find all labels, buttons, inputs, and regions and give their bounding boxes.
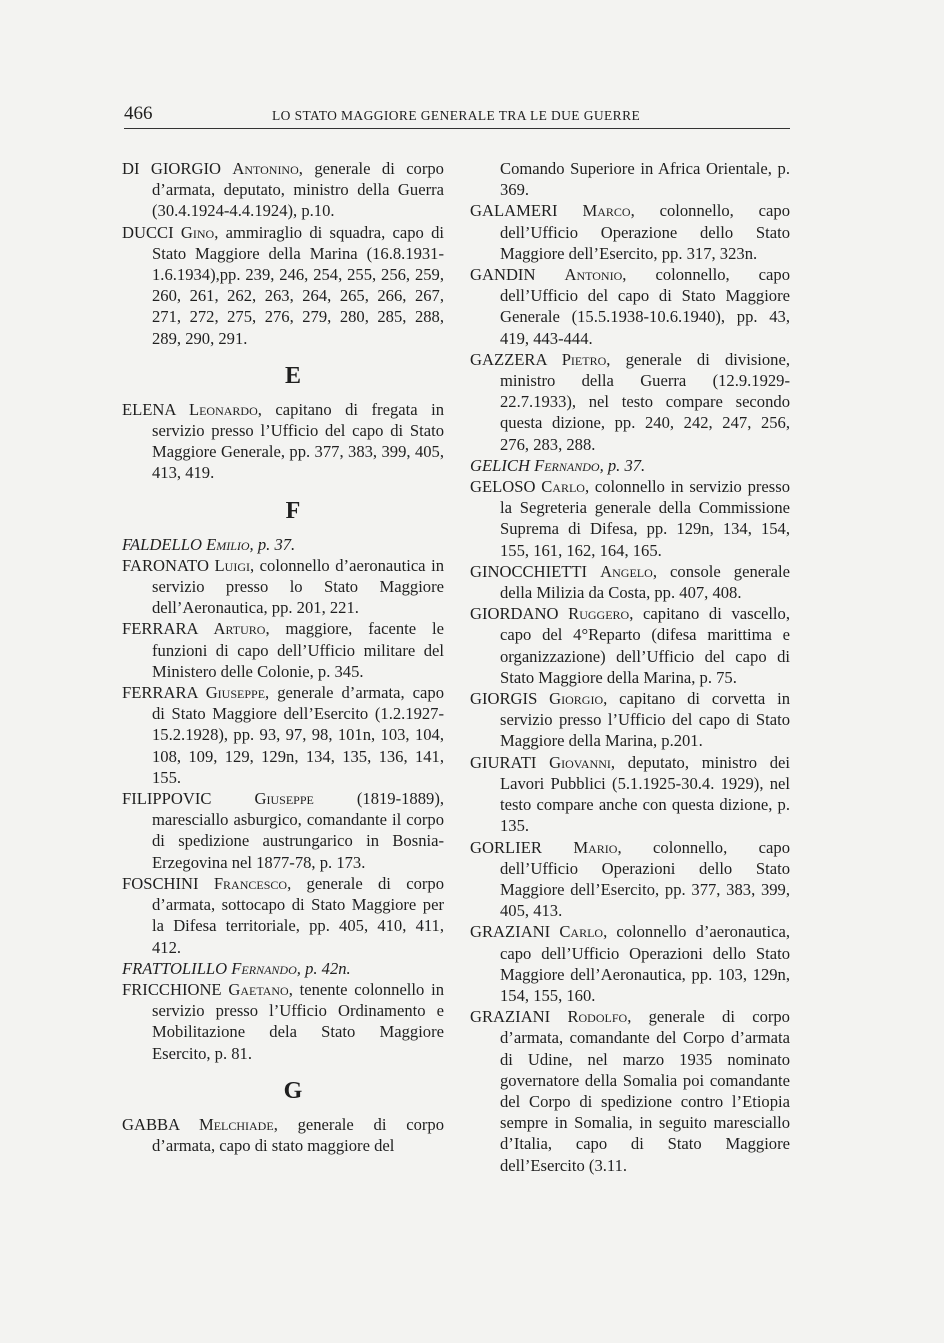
entry-surname: GANDIN	[470, 265, 536, 285]
entry-text: (1819-1889), maresciallo asburgico, comandante il corpo di spedizione austrungarico in Bosnia-Erzegovina nel 1877-78, p. 173.	[152, 789, 444, 872]
entry-text: , p. 37.	[599, 455, 646, 475]
entry-surname: ELENA	[122, 399, 176, 419]
entry-given-name: Angelo	[600, 561, 653, 581]
index-entry-continued	[470, 158, 790, 200]
entry-given-name: Francesco	[213, 873, 288, 893]
index-entry	[470, 921, 790, 1006]
entry-surname: GIORGIS	[470, 689, 538, 709]
index-entry	[470, 200, 790, 264]
entry-text: , generale di corpo d’armata, deputato, ministro della Guerra (30.4.1924-4.4.1924), p.10.	[152, 159, 444, 221]
index-entry	[470, 264, 790, 349]
entry-surname: GRAZIANI	[470, 922, 551, 942]
index-entry	[122, 158, 444, 222]
entry-given-name: Giuseppe	[205, 683, 266, 703]
entry-surname: FRICCHIONE	[122, 979, 222, 999]
entry-text: , p. 42n.	[296, 958, 351, 978]
index-entry	[470, 455, 790, 476]
entry-surname: GORLIER	[470, 837, 542, 857]
entry-surname: GAZZERA	[470, 349, 547, 369]
index-entry	[470, 603, 790, 688]
entry-surname: FALDELLO	[122, 534, 202, 554]
entry-text: , p. 37.	[249, 534, 296, 554]
index-entry	[470, 688, 790, 752]
entry-given-name: Carlo	[559, 922, 604, 942]
entry-surname: GELOSO	[470, 477, 536, 497]
entry-text: , colonnello, capo dell’Ufficio Operazioni dello Stato Maggiore dell’Esercito, pp. 377, 383, 399, 405, 413.	[500, 837, 790, 921]
entry-text: , colonnello in servizio presso la Segreteria generale della Commissione Suprema di Difesa, pp. 129n, 134, 154, 155, 161, 162, 164, 165.	[500, 477, 791, 560]
index-entry	[122, 555, 444, 619]
entry-given-name: Fernando	[231, 958, 297, 978]
entry-surname: GIURATI	[470, 752, 537, 772]
entry-given-name: Fernando	[534, 455, 600, 475]
entry-surname: FERRARA	[122, 683, 198, 703]
page-number: 466	[124, 103, 153, 124]
index-entry	[122, 788, 444, 873]
index-entry	[122, 222, 444, 349]
entry-given-name: Gaetano	[228, 979, 289, 999]
entry-surname: DUCCI	[122, 222, 174, 242]
entry-text: , maggiore, facente le funzioni di capo dell’Ufficio militare del Ministero delle Colonie, p. 345.	[152, 619, 444, 681]
entry-given-name: Giorgio	[549, 689, 604, 709]
entry-text: , generale di corpo d’armata, capo di stato maggiore del	[152, 1114, 444, 1155]
index-column-right	[470, 158, 790, 1176]
entry-surname: FARONATO	[122, 555, 209, 575]
index-column-left	[122, 158, 444, 1156]
entry-text: , capitano di fregata in servizio presso l’Ufficio del capo di Stato Maggiore Generale, pp. 377, 383, 399, 405, 413, 419.	[152, 399, 444, 483]
entry-given-name: Arturo	[213, 619, 266, 639]
index-entry	[122, 534, 444, 555]
index-entry	[122, 958, 444, 979]
entry-surname: FILIPPOVIC	[122, 789, 212, 809]
index-entry	[470, 476, 790, 561]
entry-given-name: Luigi	[214, 555, 250, 575]
entry-text: , capitano di corvetta in servizio presso l’Ufficio del capo di Stato Maggiore della Marina, p.201.	[500, 689, 790, 751]
entry-text: , colonnello d’aeronautica in servizio presso lo Stato Maggiore dell’Aeronautica, pp. 201, 221.	[152, 555, 444, 618]
index-entry	[122, 682, 444, 788]
header-rule	[124, 128, 790, 129]
entry-surname: GRAZIANI	[470, 1007, 551, 1027]
entry-given-name: Marco	[582, 201, 631, 221]
entry-text: , generale di corpo d’armata, comandante del Corpo d’armata di Udine, nel marzo 1935 nominato governatore della Somalia poi comandante del Corpo di spedizione contro l’Etiopia sempre in Somalia, in seguito maresciallo d’Italia, capo di Stato Maggiore dell’Esercito (3.11.	[500, 1007, 790, 1175]
index-entry	[470, 349, 790, 455]
index-entry	[122, 399, 444, 484]
entry-text: , generale d’armata, capo di Stato Maggiore dell’Esercito (1.2.1927-15.2.1928), pp. 93, 97, 98, 101n, 103, 104, 108, 109, 129, 129n, 134, 135, 136, 141, 155.	[152, 683, 445, 787]
entry-given-name: Ruggero	[568, 604, 630, 624]
entry-surname: DI GIORGIO	[122, 159, 221, 178]
entry-given-name: Antonio	[564, 265, 623, 285]
entry-text: , capitano di vascello, capo del 4°Reparto (difesa marittima e organizzazione) dell’Ufficio del capo di Stato Maggiore della Marina, p. 75.	[500, 604, 790, 687]
entry-surname: GALAMERI	[470, 201, 558, 221]
entry-given-name: Melchiade	[198, 1114, 274, 1134]
index-entry	[470, 561, 790, 603]
section-letter: E	[284, 362, 301, 389]
index-entry	[122, 618, 444, 682]
index-entry	[470, 752, 790, 837]
entry-surname: FRATTOLILLO	[122, 958, 228, 978]
section-letter: G	[283, 1077, 303, 1104]
entry-surname: GINOCCHIETTI	[470, 561, 588, 581]
entry-given-name: Emilio	[206, 534, 250, 554]
entry-text: , tenente colonnello in servizio presso l’Ufficio Ordinamento e Mobilitazione dela Stato Maggiore Esercito, p. 81.	[152, 979, 444, 1063]
entry-given-name: Giuseppe	[254, 789, 314, 809]
entry-given-name: Gino	[180, 222, 215, 242]
entry-surname: GELICH	[470, 455, 530, 475]
entry-text: , colonnello d’aeronautica, capo dell’Ufficio Operazioni dello Stato Maggiore dell’Aeronautica, pp. 103, 129n, 154, 155, 160.	[500, 922, 790, 1005]
section-letter: F	[285, 497, 301, 524]
index-entry	[122, 873, 444, 958]
entry-text: , console generale della Milizia da Costa, pp. 407, 408.	[500, 561, 791, 603]
entry-text: , generale di divisione, ministro della Guerra (12.9.1929-22.7.1933), nel testo compare secondo questa dizione, pp. 240, 242, 247, 256, 276, 283, 288.	[500, 349, 790, 454]
index-entry	[122, 979, 444, 1064]
index-entry	[470, 837, 790, 922]
entry-given-name: Giovanni	[549, 752, 611, 772]
entry-given-name: Leonardo	[188, 399, 258, 419]
index-entry	[122, 1114, 444, 1156]
entry-given-name: Carlo	[541, 477, 585, 497]
entry-text: , deputato, ministro dei Lavori Pubblici (5.1.1925-30.4. 1929), nel testo compare anche con questa dizione, p. 135.	[500, 752, 791, 836]
entry-given-name: Mario	[573, 837, 618, 857]
entry-surname: FERRARA	[122, 619, 198, 639]
entry-surname: GIORDANO	[470, 604, 559, 624]
entry-given-name: Pietro	[561, 349, 607, 369]
entry-text: Comando Superiore in Africa Orientale, p. 369.	[500, 159, 790, 200]
entry-given-name: Antonino	[232, 159, 299, 178]
entry-text: , generale di corpo d’armata, sottocapo di Stato Maggiore per la Difesa territoriale, pp. 405, 410, 411, 412.	[152, 873, 444, 957]
running-head: LO STATO MAGGIORE GENERALE TRA LE DUE GUERRE	[272, 108, 641, 123]
entry-text: , colonnello, capo dell’Ufficio del capo di Stato Maggiore Generale (15.5.1938-10.6.1940), pp. 43, 419, 443-444.	[500, 265, 790, 348]
entry-surname: FOSCHINI	[122, 873, 199, 893]
entry-text: , colonnello, capo dell’Ufficio Operazione dello Stato Maggiore dell’Esercito, pp. 317, 323n.	[500, 201, 790, 263]
entry-given-name: Rodolfo	[567, 1007, 628, 1027]
index-entry	[470, 1006, 790, 1176]
entry-text: , ammiraglio di squadra, capo di Stato Maggiore della Marina (16.8.1931-1.6.1934),pp. 239, 246, 254, 255, 256, 259, 260, 261, 262, 263, 264, 265, 266, 267, 271, 272, 275, 276, 279, 280, 285, 288, 289, 290, 291.	[152, 222, 444, 348]
entry-surname: GABBA	[122, 1114, 180, 1134]
